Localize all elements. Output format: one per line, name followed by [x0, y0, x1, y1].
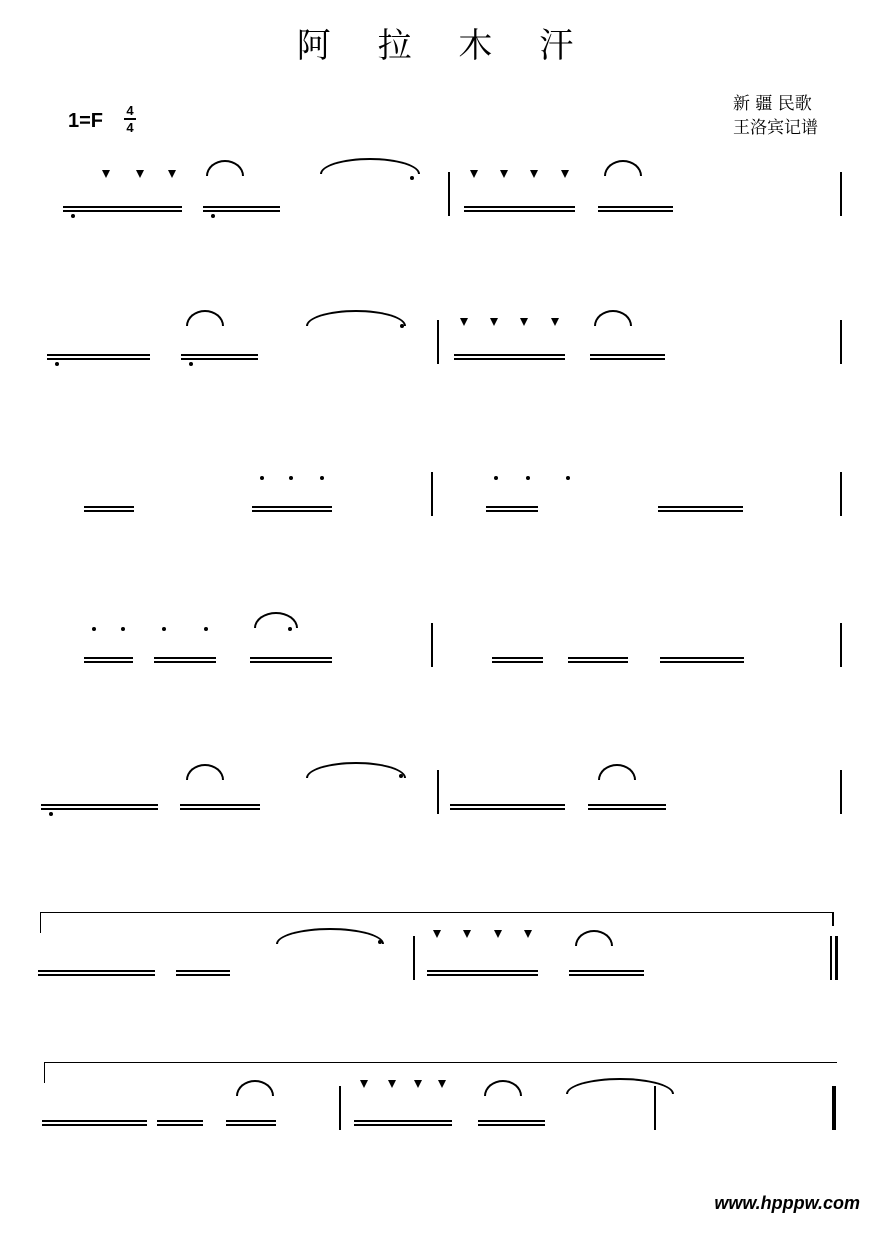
beam — [658, 510, 743, 512]
beam — [568, 657, 628, 659]
beam — [181, 354, 258, 356]
beam — [84, 510, 134, 512]
slur — [598, 764, 636, 780]
beam — [154, 657, 216, 659]
beam — [658, 506, 743, 508]
beam — [84, 657, 133, 659]
beam — [464, 206, 575, 208]
high-octave-dot — [260, 476, 264, 480]
tie — [320, 158, 420, 174]
high-octave-dot — [92, 627, 96, 631]
accent-mark — [168, 170, 176, 178]
final-barline-thick — [835, 936, 838, 980]
low-octave-dot — [189, 362, 193, 366]
final-barline — [830, 936, 832, 980]
accent-mark — [561, 170, 569, 178]
accent-mark — [470, 170, 478, 178]
beam — [47, 354, 150, 356]
beam — [154, 661, 216, 663]
beam — [63, 210, 182, 212]
high-octave-dot — [494, 476, 498, 480]
beam — [588, 808, 666, 810]
beam — [180, 808, 260, 810]
slur — [594, 310, 632, 326]
beam — [250, 661, 332, 663]
beam — [157, 1120, 203, 1122]
barline — [431, 623, 433, 667]
low-octave-dot — [55, 362, 59, 366]
barline — [840, 472, 842, 516]
final-barline-thick — [832, 1086, 836, 1130]
beam — [478, 1124, 545, 1126]
accent-mark — [520, 318, 528, 326]
accent-mark — [460, 318, 468, 326]
accent-mark — [500, 170, 508, 178]
beam — [478, 1120, 545, 1122]
low-octave-dot — [71, 214, 75, 218]
high-octave-dot — [289, 476, 293, 480]
barline — [413, 936, 415, 980]
beam — [47, 358, 150, 360]
beam — [590, 354, 665, 356]
accent-mark — [463, 930, 471, 938]
beam — [157, 1124, 203, 1126]
watermark: www.hpppw.com — [714, 1193, 860, 1213]
beam — [569, 970, 644, 972]
time-signature-bottom: 4 — [126, 120, 134, 135]
beam — [450, 808, 565, 810]
accent-mark — [433, 930, 441, 938]
beam — [226, 1124, 276, 1126]
accent-mark — [414, 1080, 422, 1088]
accent-mark — [438, 1080, 446, 1088]
key-signature: 1=F — [68, 110, 104, 132]
beam — [84, 506, 134, 508]
accent-mark — [388, 1080, 396, 1088]
beam — [454, 358, 565, 360]
beam — [226, 1120, 276, 1122]
beam — [354, 1124, 452, 1126]
barline — [840, 320, 842, 364]
accent-mark — [551, 318, 559, 326]
volta-bracket-end — [832, 912, 834, 926]
beam — [203, 210, 280, 212]
accent-mark — [530, 170, 538, 178]
beam — [84, 661, 133, 663]
barline — [840, 770, 842, 814]
beam — [41, 804, 158, 806]
beam — [590, 358, 665, 360]
time-signature — [124, 104, 136, 134]
barline — [431, 472, 433, 516]
beam — [252, 506, 332, 508]
beam — [42, 1120, 147, 1122]
tie — [306, 762, 406, 778]
slur — [186, 310, 224, 326]
beam — [176, 974, 230, 976]
beam — [176, 970, 230, 972]
high-octave-dot — [566, 476, 570, 480]
beam — [181, 358, 258, 360]
accent-mark — [490, 318, 498, 326]
slur — [186, 764, 224, 780]
beam — [252, 510, 332, 512]
beam — [427, 970, 538, 972]
slur — [206, 160, 244, 176]
beam — [492, 661, 543, 663]
credit-origin: 新 疆 民歌 — [733, 94, 812, 114]
accent-mark — [102, 170, 110, 178]
beam — [454, 354, 565, 356]
beam — [464, 210, 575, 212]
song-title: 阿 拉 木 汗 — [296, 26, 592, 66]
time-signature-top: 4 — [126, 103, 134, 118]
accent-mark — [494, 930, 502, 938]
accent-mark — [360, 1080, 368, 1088]
beam — [492, 657, 543, 659]
beam — [63, 206, 182, 208]
slur — [604, 160, 642, 176]
beam — [486, 510, 538, 512]
beam — [250, 657, 332, 659]
high-octave-dot — [526, 476, 530, 480]
tie — [306, 310, 406, 326]
barline — [339, 1086, 341, 1130]
beam — [203, 206, 280, 208]
beam — [41, 808, 158, 810]
slur — [254, 612, 298, 628]
beam — [42, 1124, 147, 1126]
accent-mark — [524, 930, 532, 938]
beam — [598, 206, 673, 208]
beam — [180, 804, 260, 806]
low-octave-dot — [211, 214, 215, 218]
beam — [598, 210, 673, 212]
beam — [486, 506, 538, 508]
beam — [450, 804, 565, 806]
beam — [588, 804, 666, 806]
barline — [437, 770, 439, 814]
barline — [840, 172, 842, 216]
beam — [354, 1120, 452, 1122]
high-octave-dot — [320, 476, 324, 480]
credit-transcriber: 王洛宾记谱 — [733, 118, 818, 138]
barline — [840, 623, 842, 667]
credit — [733, 92, 818, 140]
beam — [660, 657, 744, 659]
high-octave-dot — [204, 627, 208, 631]
accent-mark — [136, 170, 144, 178]
beam — [569, 974, 644, 976]
barline — [437, 320, 439, 364]
beam — [38, 970, 155, 972]
high-octave-dot — [121, 627, 125, 631]
beam — [660, 661, 744, 663]
low-octave-dot — [49, 812, 53, 816]
beam — [427, 974, 538, 976]
high-octave-dot — [410, 176, 414, 180]
beam — [568, 661, 628, 663]
barline — [448, 172, 450, 216]
beam — [38, 974, 155, 976]
high-octave-dot — [162, 627, 166, 631]
